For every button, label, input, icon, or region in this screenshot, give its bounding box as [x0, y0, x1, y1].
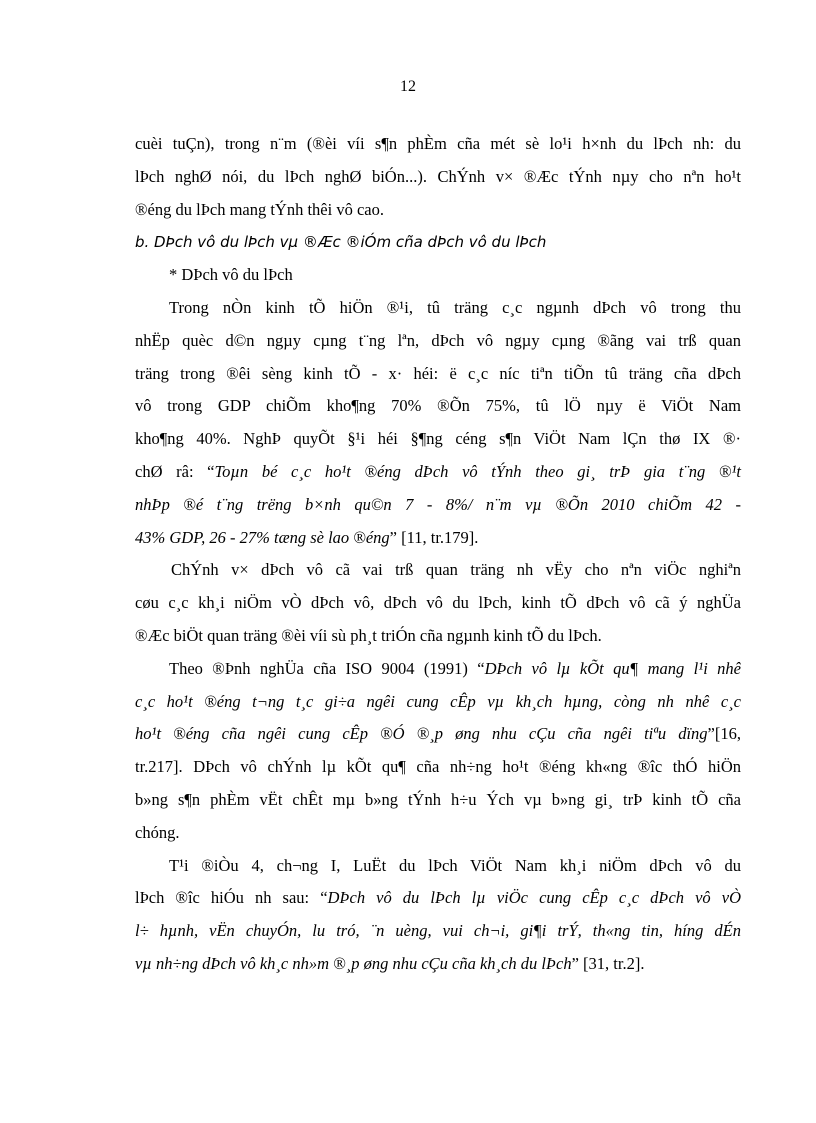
paragraph-line — [135, 882, 741, 915]
paragraph-line: cuèi tuÇn), trong n¨m (®èi víi s¶n phÈm cña mét sè lo¹i h×nh du lÞch nh: du — [135, 134, 741, 153]
paragraph-line: cøu c¸c kh¸i niÖm vÒ dÞch vô, dÞch vô du lÞch, kinh tÕ dÞch vô cã ý nghÜa — [135, 593, 741, 613]
quote-run: vµ nh÷ng dÞch vô kh¸c nh»m ®¸p øng nhu cÇu cña kh¸ch du lÞch — [135, 953, 572, 973]
paragraph-line: ChÝnh v× dÞch vô cã vai trß quan träng nh vËy cho nªn viÖc nghiªn — [171, 560, 741, 580]
paragraph-line: lÞch nghØ nói, du lÞch nghØ biÓn...). ChÝnh v× ®Æc tÝnh nµy cho nªn ho¹t — [135, 166, 741, 186]
quote-run: Toµn bé c¸c ho¹t ®éng dÞch vô tÝnh theo gi¸ trÞ gia t¨ng ®¹t — [214, 461, 742, 481]
paragraph-line: vô trong GDP chiÕm kho¶ng 70% ®Õn 75%, tû lÖ nµy ë ViÖt Nam — [135, 396, 741, 416]
text-run: ”[16, — [707, 724, 741, 744]
body-text — [135, 128, 741, 981]
paragraph-line — [135, 522, 741, 555]
quote-run: DÞch vô lµ kÕt qu¶ mang l¹i nhê — [484, 658, 742, 678]
quote-run: DÞch vô du lÞch lµ viÖc cung cÊp c¸c dÞch vô vÒ — [327, 888, 741, 908]
page-number: 12 — [400, 78, 416, 95]
paragraph-line: träng trong ®êi sèng kinh tÕ - x· héi: ë c¸c níc tiªn tiÕn tû träng cña dÞch — [135, 363, 741, 383]
paragraph-line — [135, 948, 741, 981]
quote-line: l÷ hµnh, vËn chuyÓn, lu tró, ¨n uèng, vui ch¬i, gi¶i trÝ, th«ng tin, híng dÉn — [135, 921, 741, 941]
text-run: lÞch ®îc hiÓu nh sau: “ — [135, 888, 328, 908]
quote-run: 43% GDP, 26 - 27% tæng sè lao ®éng — [135, 527, 390, 547]
paragraph-line: ®Æc biÖt quan träng ®èi víi sù ph¸t triÓn cña ngµnh kinh tÕ du lÞch. — [135, 625, 602, 645]
text-run: chØ râ: “ — [135, 461, 215, 481]
section-heading: b. DÞch vô du lÞch vµ ®Æc ®iÓm cña dÞch vô du lÞch — [135, 233, 547, 252]
paragraph-line — [135, 718, 741, 751]
paragraph-line: b»ng s¶n phÈm vËt chÊt mµ b»ng tÝnh h÷u Ých vµ b»ng gi¸ trÞ kinh tÕ cña — [135, 789, 741, 809]
text-run: ” [11, tr.179]. — [389, 527, 479, 547]
quote-run: ho¹t ®éng cña ngêi cung cÊp ®Ó ®¸p øng nhu cÇu cña ngêi tiªu dïng — [135, 724, 708, 744]
paragraph-line: T¹i ®iÒu 4, ch¬ng I, LuËt du lÞch ViÖt Nam kh¸i niÖm dÞch vô du — [169, 855, 741, 875]
paragraph-line: ®éng du lÞch mang tÝnh thêi vô cao. — [135, 199, 384, 219]
paragraph-line: chóng. — [135, 822, 180, 842]
sub-heading: * DÞch vô du lÞch — [169, 265, 293, 285]
quote-line: nhÞp ®é t¨ng trëng b×nh qu©n 7 - 8%/ n¨m vµ ®Õn 2010 chiÕm 42 - — [135, 494, 741, 514]
text-run: ” [31, tr.2]. — [571, 953, 645, 973]
paragraph-line: kho¶ng 40%. NghÞ quyÕt §¹i héi §¶ng céng s¶n ViÖt Nam lÇn thø IX ®· — [135, 429, 741, 449]
paragraph-line — [135, 456, 741, 489]
paragraph-line — [135, 653, 741, 686]
text-run: Theo ®Þnh nghÜa cña ISO 9004 (1991) “ — [169, 658, 485, 678]
paragraph-line: Trong nÒn kinh tÕ hiÖn ®¹i, tû träng c¸c ngµnh dÞch vô trong thu — [169, 297, 741, 317]
paragraph-line: nhËp quèc d©n ngµy cµng t¨ng lªn, dÞch vô ngµy cµng ®ãng vai trß quan — [135, 330, 741, 350]
quote-line: c¸c ho¹t ®éng t¬ng t¸c gi÷a ngêi cung cÊp vµ kh¸ch hµng, còng nh nhê c¸c — [135, 691, 741, 711]
paragraph-line: tr.217]. DÞch vô chÝnh lµ kÕt qu¶ cña nh÷ng ho¹t ®éng kh«ng ®îc thÓ hiÖn — [135, 757, 741, 777]
